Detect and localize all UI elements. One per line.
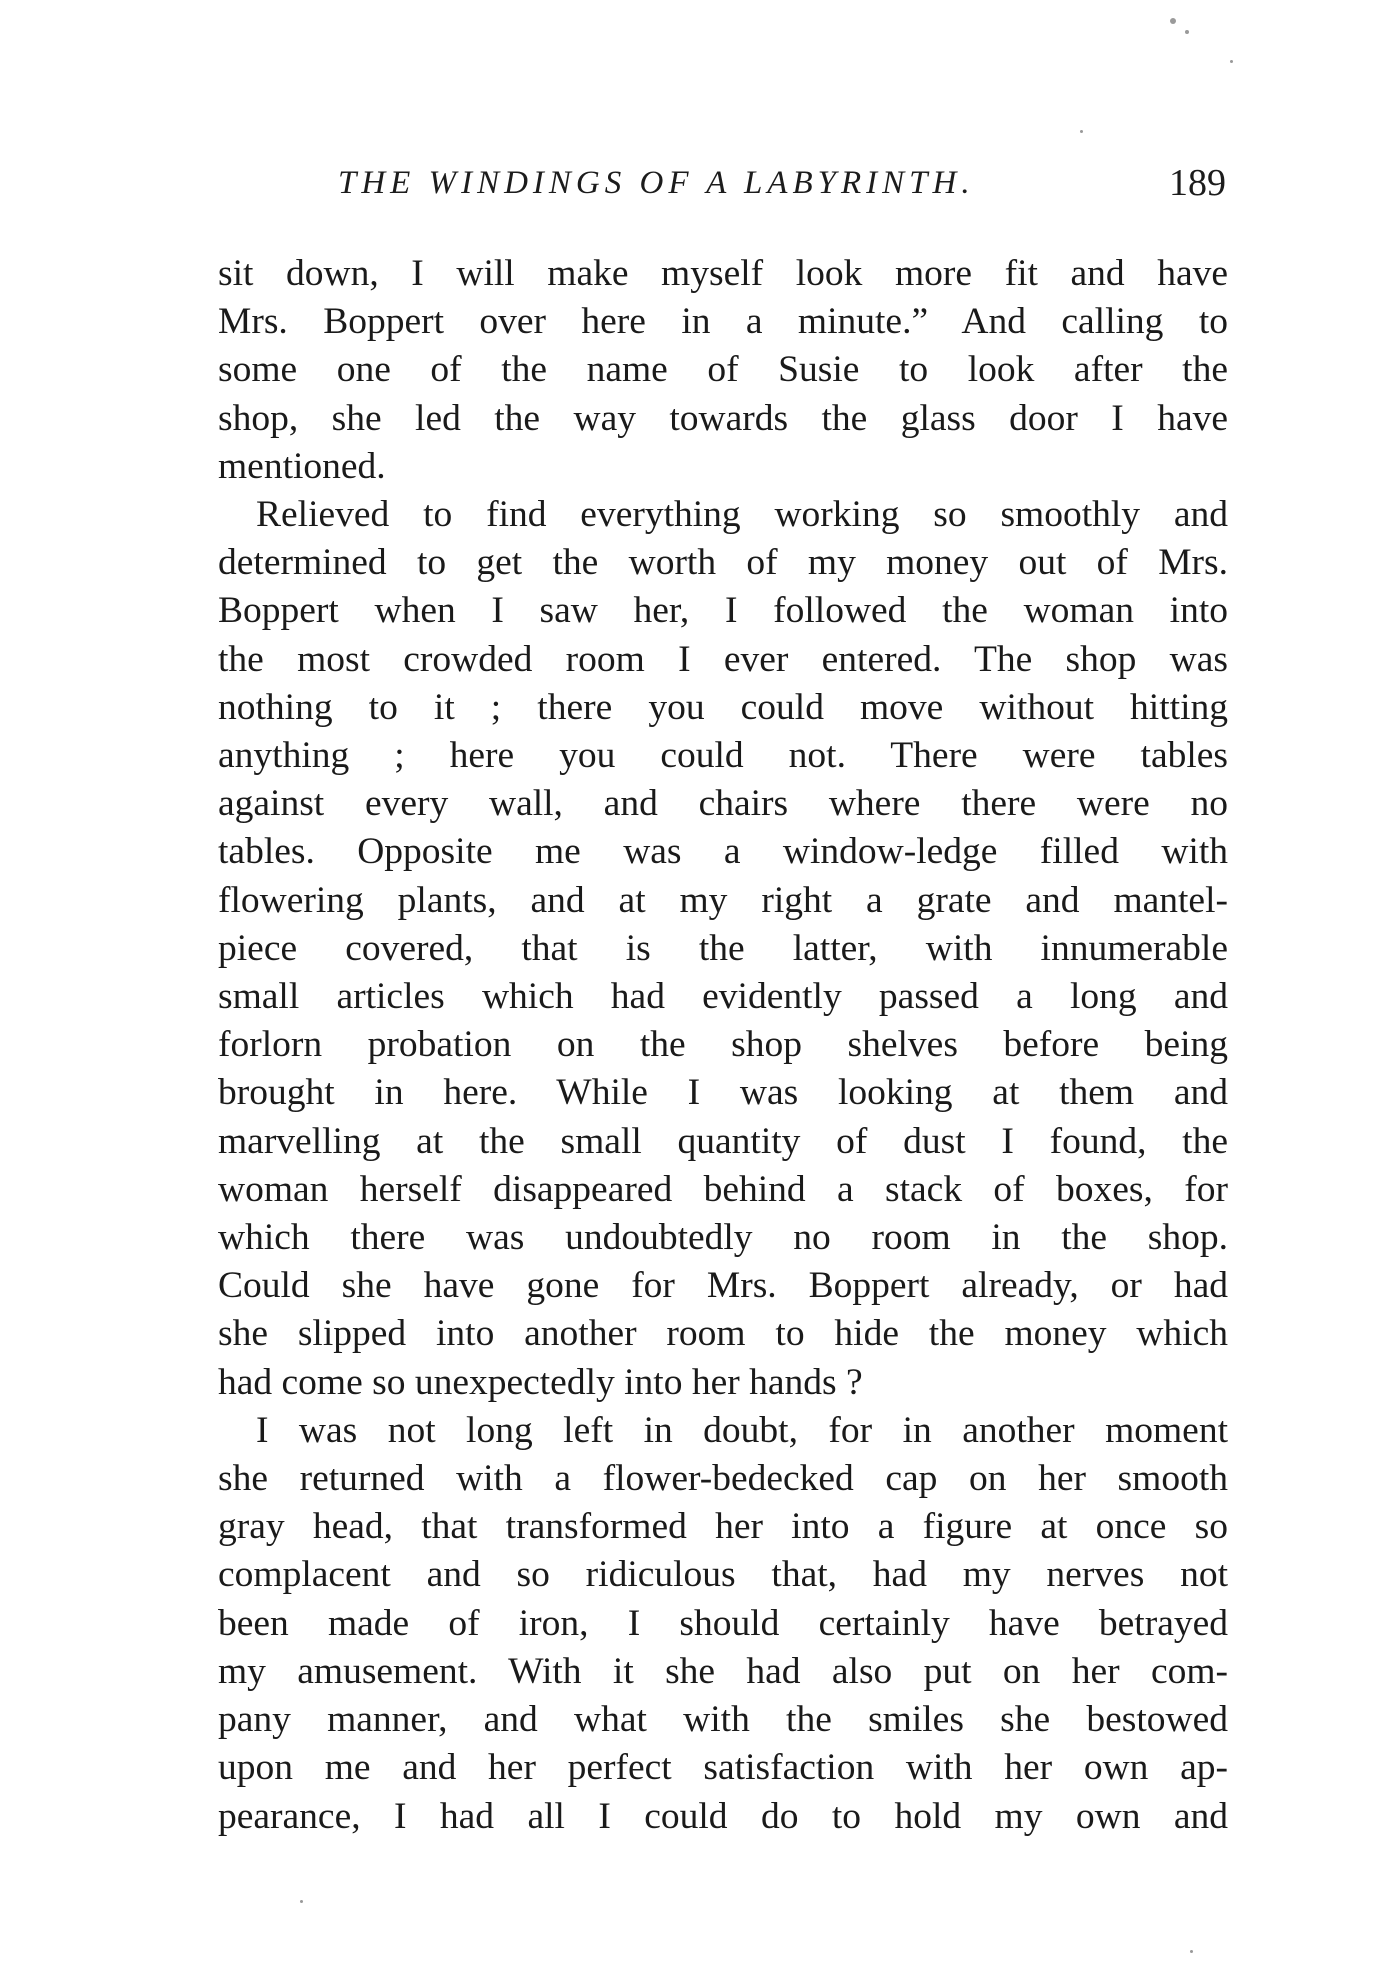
text-line: upon me and her perfect satisfaction with her own ap- — [218, 1747, 1228, 1789]
paper-speck — [1185, 30, 1189, 34]
text-line: she returned with a flower-bedecked cap on her smooth — [218, 1458, 1228, 1500]
text-line: small articles which had evidently passed a long and — [218, 976, 1228, 1018]
text-line: mentioned. — [218, 445, 386, 487]
text-line: against every wall, and chairs where there were no — [218, 783, 1228, 825]
text-line: brought in here. While I was looking at them and — [218, 1072, 1228, 1114]
text-line: gray head, that transformed her into a figure at once so — [218, 1506, 1228, 1548]
text-line: piece covered, that is the latter, with innumerable — [218, 927, 1228, 969]
text-line: nothing to it ; there you could move without hitting — [218, 686, 1228, 728]
text-line: Relieved to find everything working so smoothly and — [256, 494, 1228, 536]
page-header — [218, 162, 1228, 225]
paper-speck — [1230, 60, 1233, 63]
text-line: my amusement. With it she had also put on her com- — [218, 1650, 1228, 1692]
text-line: pearance, I had all I could do to hold my own and — [218, 1795, 1228, 1837]
text-line: been made of iron, I should certainly have betrayed — [218, 1602, 1228, 1644]
text-line: had come so unexpectedly into her hands ? — [218, 1361, 863, 1403]
paper-speck — [1170, 18, 1176, 24]
text-line: complacent and so ridiculous that, had my nerves not — [218, 1554, 1228, 1596]
paragraph — [218, 1407, 1228, 1841]
text-line: some one of the name of Susie to look after the — [218, 349, 1228, 391]
text-line: Boppert when I saw her, I followed the woman into — [218, 590, 1228, 632]
text-line: sit down, I will make myself look more fit and have — [218, 253, 1228, 294]
text-line: anything ; here you could not. There were tables — [218, 735, 1228, 777]
text-line: pany manner, and what with the smiles she bestowed — [218, 1699, 1228, 1741]
paper-speck — [1080, 130, 1083, 133]
text-line: she slipped into another room to hide the money which — [218, 1313, 1228, 1355]
text-line: forlorn probation on the shop shelves before being — [218, 1024, 1228, 1066]
paper-speck — [1190, 1950, 1193, 1953]
text-line: I was not long left in doubt, for in another moment — [256, 1409, 1228, 1451]
text-line: the most crowded room I ever entered. The shop was — [218, 638, 1228, 680]
body-text — [218, 250, 1228, 1841]
text-line: woman herself disappeared behind a stack of boxes, for — [218, 1168, 1228, 1210]
text-line: tables. Opposite me was a window-ledge filled with — [218, 831, 1228, 873]
paper-speck — [300, 1900, 303, 1903]
paragraph — [218, 250, 1228, 491]
text-line: shop, she led the way towards the glass door I have — [218, 397, 1228, 439]
text-line: Could she have gone for Mrs. Boppert already, or had — [218, 1265, 1228, 1307]
text-line: which there was undoubtedly no room in the shop. — [218, 1217, 1228, 1259]
text-line: flowering plants, and at my right a grate and mantel- — [218, 879, 1228, 921]
text-line: Mrs. Boppert over here in a minute.” And calling to — [218, 301, 1228, 343]
page-number: 189 — [1169, 162, 1226, 204]
running-head: THE WINDINGS OF A LABYRINTH. — [338, 165, 975, 201]
text-line: determined to get the worth of my money out of Mrs. — [218, 542, 1228, 584]
text-line: marvelling at the small quantity of dust I found, the — [218, 1120, 1228, 1162]
paragraph — [218, 491, 1228, 1407]
